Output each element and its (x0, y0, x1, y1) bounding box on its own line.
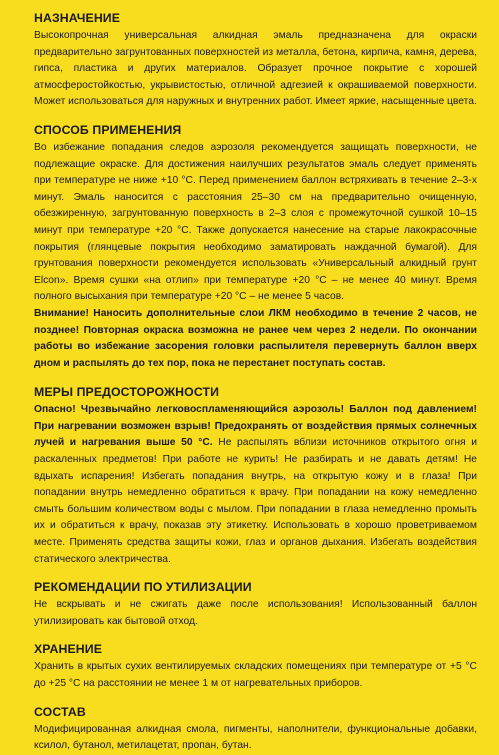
section-application-warning: Внимание! Наносить дополнительные слои ЛКМ необходимо в течение 2 часов, не позднее! Повторная окраска возможна не ранее чем через 2 недели. По окончании работы во избежание засорения головки распылителя перевернуть баллон вверх дном и распылять до тех пор, пока не перестанет поступать состав. (34, 307, 477, 369)
section-disposal-text: Не вскрывать и не сжигать даже после использования! Использованный баллон утилизировать как бытовой отход. (34, 599, 477, 627)
section-storage-text: Хранить в крытых сухих вентилируемых складских помещениях при температуре от +5 °С до +25 °С на расстоянии не менее 1 м от нагревательных приборов. (34, 661, 477, 689)
section-precautions-body: Не распылять вблизи источников открытого огня и раскаленных предметов! При работе не курить! Не разбирать и не давать детям! Не вдыхать испарения! Избегать попадания внутрь, на открытую кожу и в глаза! При попадании внутрь немедленно обратиться к врачу. При попадании на кожу немедленно смыть большим количеством воды с мылом. При попадании в глаза немедленно промыть их и обратиться к врачу, показав эту этикетку. Использовать в хорошо проветриваемом месте. Применять средства защиты кожи, глаз и органов дыхания. Избегать воздействия статического электричества. (34, 437, 477, 565)
section-usage-title: НАЗНАЧЕНИЕ (34, 11, 121, 25)
section-application-text: Во избежание попадания следов аэрозоля рекомендуется защищать поверхности, не подлежащие окраске. Для достижения наилучших результатов эмаль следует применять при температуре не ниже +10 °С. Перед применением баллон встряхивать в течение 2–3-х минут. Эмаль наносится с расстояния 25–30 см на предварительно очищенную, обезжиренную, загрунтованную поверхность в 2–3 слоя с промежуточной сушкой 10–15 минут при температуре +20 °С. Также допускается нанесение на старые лакокрасочные покрытия (глянцевые покрытия необходимо заматировать наждачной бумагой). Для грунтования поверхности рекомендуется использовать «Универсальный алкидный грунт Elcon». Время сушки «на отлип» при температуре +20 °С – не менее 40 минут. Время полного высыхания при температуре +20 °С – не менее 5 часов. (34, 141, 477, 303)
section-storage-title: ХРАНЕНИЕ (34, 642, 103, 657)
section-storage (34, 642, 477, 692)
section-disposal-title: РЕКОМЕНДАЦИИ ПО УТИЛИЗАЦИИ (34, 580, 252, 595)
section-composition-text: Модифицированная алкидная смола, пигменты, наполнители, функциональные добавки, ксилол, бутанол, метилацетат, пропан, бутан. (34, 723, 477, 752)
section-precautions-title: МЕРЫ ПРЕДОСТОРОЖНОСТИ (34, 385, 220, 400)
section-application-title: СПОСОБ ПРИМЕНЕНИЯ (34, 122, 182, 137)
section-precautions (34, 385, 477, 568)
section-composition-title: СОСТАВ (34, 704, 86, 719)
section-precautions-text (34, 402, 477, 568)
section-usage-text: Высокопрочная универсальная алкидная эмаль предназначена для окраски предварительно загрунтованных поверхностей из металла, бетона, кирпича, камня, дерева, гипса, пластика и других материалов. Образует прочное покрытие с хорошей атмосферостойкостью, укрывистостью, отличной адгезией к окрашиваемой поверхности. Может использоваться для наружных и внутренних работ. Имеет яркие, насыщенные цвета. (34, 30, 477, 108)
section-application (34, 123, 477, 372)
section-usage (34, 11, 477, 111)
section-composition (34, 705, 477, 755)
section-precautions-warning: Опасно! Чрезвычайно легковоспламеняющийся аэрозоль! Баллон под давлением! При нагревании возможен взрыв! Предохранять от воздействия прямых солнечных лучей и нагревания выше 50 °С. (34, 404, 477, 449)
section-disposal (34, 580, 477, 630)
